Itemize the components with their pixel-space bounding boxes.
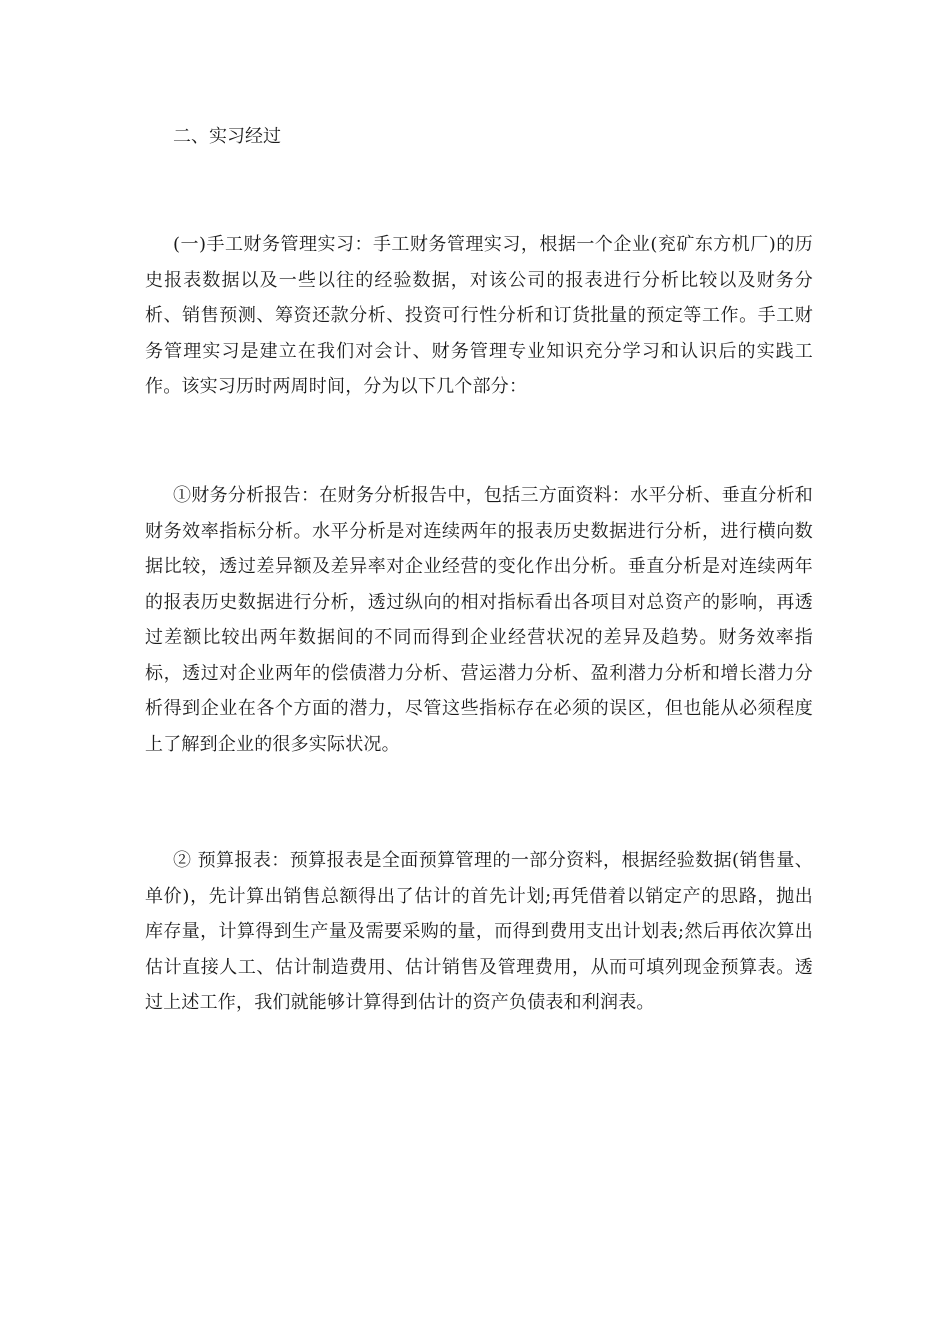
paragraph-manual-finance-internship: (一)手工财务管理实习：手工财务管理实习，根据一个企业(兖矿东方机厂)的历史报表数据以及一些以往的经验数据，对该公司的报表进行分析比较以及财务分析、销售预测、筹资还款分析、投资可行性分析和订货批量的预定等工作。手工财务管理实习是建立在我们对会计、财务管理专业知识充分学习和认识后的实践工作。该实习历时两周时间，分为以下几个部分： — [145, 234, 813, 397]
paragraph-financial-analysis-report: ①财务分析报告：在财务分析报告中，包括三方面资料：水平分析、垂直分析和财务效率指标分析。水平分析是对连续两年的报表历史数据进行分析，进行横向数据比较，透过差异额及差异率对企业经营的变化作出分析。垂直分析是对连续两年的报表历史数据进行分析，透过纵向的相对指标看出各项目对总资产的影响，再透过差额比较出两年数据间的不同而得到企业经营状况的差异及趋势。财务效率指标，透过对企业两年的偿债潜力分析、营运潜力分析、盈利潜力分析和增长潜力分析得到企业在各个方面的潜力，尽管这些指标存在必须的误区，但也能从必须程度上了解到企业的很多实际状况。 — [145, 485, 813, 755]
section-heading: 二、实习经过 — [173, 126, 281, 147]
paragraph-budget-statements: ② 预算报表：预算报表是全面预算管理的一部分资料，根据经验数据(销售量、单价)，先计算出销售总额得出了估计的首先计划;再凭借着以销定产的思路，抛出库存量，计算得到生产量及需要采购的量，而得到费用支出计划表;然后再依次算出估计直接人工、估计制造费用、估计销售及管理费用，从而可填列现金预算表。透过上述工作，我们就能够计算得到估计的资产负债表和利润表。 — [145, 850, 813, 1013]
